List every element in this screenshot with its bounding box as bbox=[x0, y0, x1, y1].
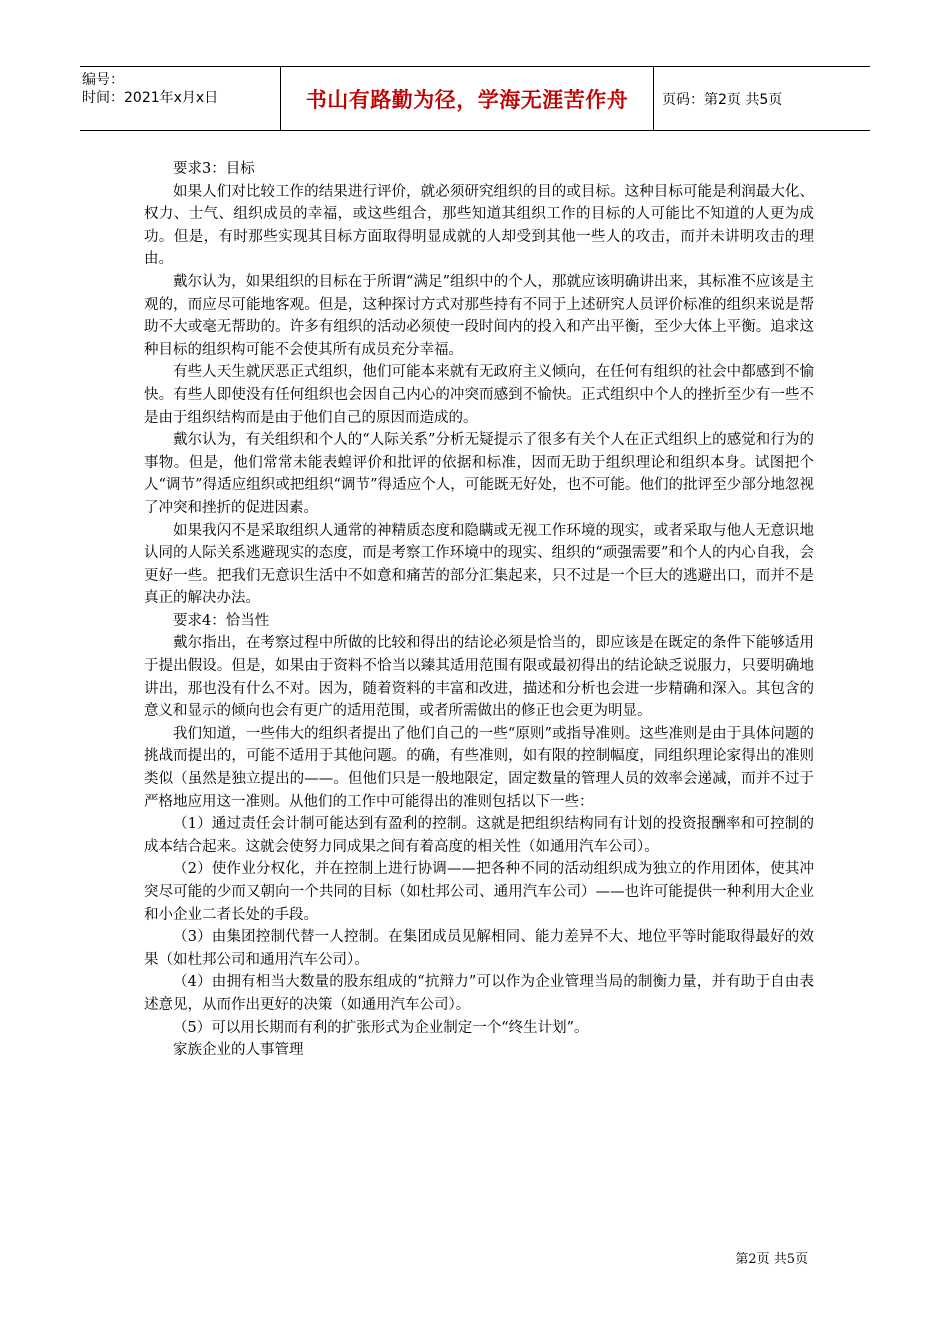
body-paragraph: 戴尔指出，在考察过程中所做的比较和得出的结论必须是恰当的，即应该是在既定的条件下能够适用于提出假设。但是，如果由于资料不恰当以臻其适用范围有限或最初得出的结论缺乏说服力，只要明确地讲出，那也没有什么不对。因为，随着资料的丰富和改进，描述和分析也会进一步精确和深入。其包含的意义和显示的倾向也会有更广的适用范围，或者所需做出的修正也会更为明显。 bbox=[144, 635, 814, 720]
list-item: （4）由拥有相当大数量的股东组成的“抗辩力”可以作为企业管理当局的制衡力量，并有助于自由表述意见，从而作出更好的决策（如通用汽车公司）。 bbox=[144, 974, 814, 1013]
document-body bbox=[144, 158, 814, 1062]
list-item: （2）使作业分权化，并在控制上进行协调——把各种不同的活动组织成为独立的作用团体，使其冲突尽可能的少而又朝向一个共同的目标（如杜邦公司、通用汽车公司）——也许可能提供一种利用大企业和小企业二者长处的手段。 bbox=[144, 861, 814, 923]
header-motto: 书山有路勤为径，学海无涯苦作舟 bbox=[281, 67, 654, 130]
header-meta bbox=[80, 67, 281, 130]
list-item: （1）通过责任会计制可能达到有盈利的控制。这就是把组织结构同有计划的投资报酬率和可控制的成本结合起来。这就会使努力同成果之间有着高度的相关性（如通用汽车公司）。 bbox=[144, 816, 814, 855]
body-paragraph: 有些人天生就厌恶正式组织，他们可能本来就有无政府主义倾向，在任何有组织的社会中都感到不愉快。有些人即使没有任何组织也会因自己内心的冲突而感到不愉快。正式组织中个人的挫折至少有一些不是由于组织结构而是由于他们自己的原因而造成的。 bbox=[144, 364, 814, 426]
section-heading-family-business: 家族企业的人事管理 bbox=[173, 1042, 304, 1059]
header-page-label: 页码：第2页 共5页 bbox=[662, 91, 783, 108]
body-paragraph: 如果我闪不是采取组织人通常的神精质态度和隐瞒或无视工作环境的现实，或者采取与他人无意识地认同的人际关系逃避现实的态度，而是考察工作环境中的现实、组织的“顽强需要”和个人的内心自我，会更好一些。把我们无意识生活中不如意和痛苦的部分汇集起来，只不过是一个巨大的逃避出口，而并不是真正的解决办法。 bbox=[144, 522, 814, 607]
body-paragraph: 如果人们对比较工作的结果进行评价，就必须研究组织的目的或目标。这种目标可能是利润最大化、权力、士气、组织成员的幸福，或这些组合，那些知道其组织工作的目标的人可能比不知道的人更为成功。但是，有时那些实现其目标方面取得明显成就的人却受到其他一些人的攻击，而并未讲明攻击的理由。 bbox=[144, 183, 814, 268]
section-heading-requirement-4: 要求4：恰当性 bbox=[173, 612, 270, 629]
list-item: （3）由集团控制代替一人控制。在集团成员见解相同、能力差异不大、地位平等时能取得最好的效果（如杜邦公司和通用汽车公司）。 bbox=[144, 929, 814, 968]
section-heading-requirement-3: 要求3：目标 bbox=[173, 161, 255, 177]
document-time-label: 时间：2021年x月x日 bbox=[82, 90, 219, 106]
page-footer: 第2页 共5页 bbox=[735, 1252, 808, 1267]
list-item: （5）可以用长期而有利的扩张形式为企业制定一个“终生计划”。 bbox=[173, 1019, 589, 1036]
body-paragraph: 我们知道，一些伟大的组织者提出了他们自己的一些“原则”或指导准则。这些准则是由于具体问题的挑战而提出的，可能不适用于其他问题。的确，有些准则，如有限的控制幅度，同组织理论家得出的准则类似（虽然是独立提出的——。但他们只是一般地限定，固定数量的管理人员的效率会递减，而并不过于严格地应用这一准则。从他们的工作中可能得出的准则包括以下一些： bbox=[144, 725, 814, 810]
body-paragraph: 戴尔认为，有关组织和个人的“人际关系”分析无疑提示了很多有关个人在正式组织上的感觉和行为的事物。但是，他们常常未能表蝗评价和批评的依据和标准，因而无助于组织理论和组织本身。试图把个人“调节”得适应组织或把组织“调节”得适应个人，可能既无好处，也不可能。他们的批评至少部分地忽视了冲突和挫折的促进因素。 bbox=[144, 432, 814, 516]
page-header bbox=[80, 66, 870, 131]
document-number-label: 编号： bbox=[82, 72, 124, 88]
body-paragraph: 戴尔认为，如果组织的目标在于所谓“满足”组织中的个人，那就应该明确讲出来，其标准不应该是主观的，而应尽可能地客观。但是，这种探讨方式对那些持有不同于上述研究人员评价标准的组织来说是帮助不大或毫无帮助的。许多有组织的活动必须使一段时间内的投入和产出平衡，至少大体上平衡。追求这种目标的组织构可能不会使其所有成员充分幸福。 bbox=[144, 273, 814, 358]
